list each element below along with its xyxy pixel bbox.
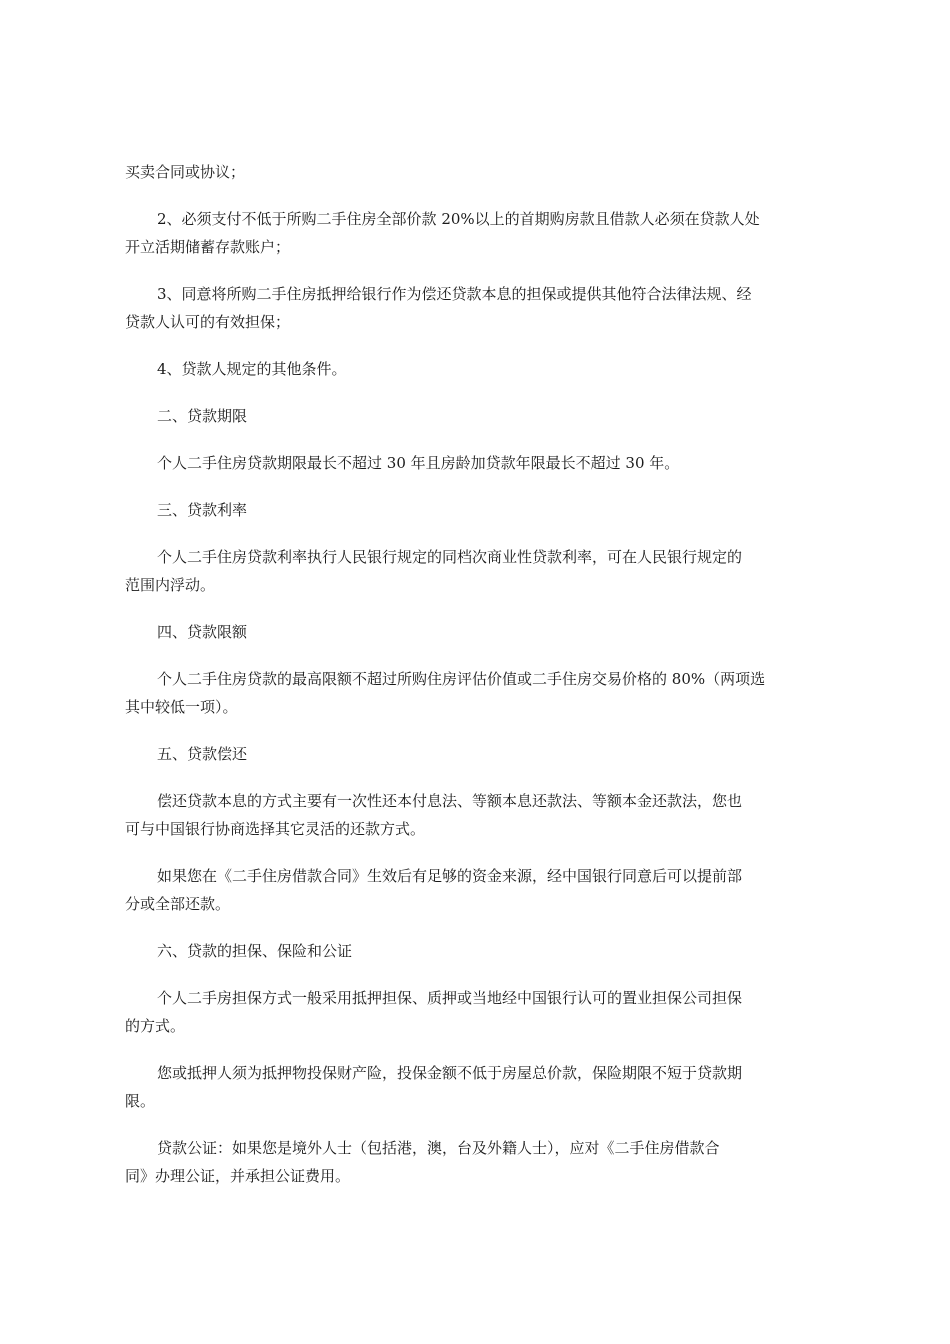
paragraph-line: 偿还贷款本息的方式主要有一次性还本付息法、等额本息还款法、等额本金还款法，您也 bbox=[157, 792, 743, 810]
paragraph-line: 个人二手住房贷款利率执行人民银行规定的同档次商业性贷款利率，可在人民银行规定的 bbox=[157, 548, 743, 566]
paragraph-line: 开立活期储蓄存款账户； bbox=[125, 238, 291, 256]
paragraph-contract-continuation bbox=[125, 158, 825, 186]
section-heading: 六、贷款的担保、保险和公证 bbox=[157, 942, 353, 960]
paragraph-loan-term bbox=[125, 449, 825, 477]
section-heading: 二、贷款期限 bbox=[157, 407, 248, 425]
paragraph-insurance bbox=[125, 1059, 825, 1115]
section-heading: 四、贷款限额 bbox=[157, 623, 248, 641]
paragraph-early-repayment bbox=[125, 862, 825, 918]
section-heading-repayment bbox=[125, 740, 825, 768]
paragraph-line: 个人二手住房贷款的最高限额不超过所购住房评估价值或二手住房交易价格的 80%（两项选 bbox=[157, 670, 766, 688]
paragraph-line: 的方式。 bbox=[125, 1017, 186, 1035]
paragraph-condition-3 bbox=[125, 280, 825, 336]
paragraph-line: 其中较低一项）。 bbox=[125, 698, 238, 716]
paragraph-interest-rate bbox=[125, 543, 825, 599]
document-page bbox=[125, 158, 825, 1209]
section-heading: 三、贷款利率 bbox=[157, 501, 248, 519]
section-heading: 五、贷款偿还 bbox=[157, 745, 248, 763]
section-heading-interest-rate bbox=[125, 496, 825, 524]
paragraph-line: 个人二手房担保方式一般采用抵押担保、质押或当地经中国银行认可的置业担保公司担保 bbox=[157, 989, 743, 1007]
paragraph-line: 范围内浮动。 bbox=[125, 576, 216, 594]
paragraph-line: 买卖合同或协议； bbox=[125, 163, 246, 181]
paragraph-line: 贷款人认可的有效担保； bbox=[125, 313, 291, 331]
section-heading-guarantee bbox=[125, 937, 825, 965]
paragraph-line: 可与中国银行协商选择其它灵活的还款方式。 bbox=[125, 820, 426, 838]
paragraph-line: 贷款公证：如果您是境外人士（包括港，澳，台及外籍人士），应对《二手住房借款合 bbox=[157, 1139, 720, 1157]
paragraph-condition-4 bbox=[125, 355, 825, 383]
paragraph-notarization bbox=[125, 1134, 825, 1190]
paragraph-line: 同》办理公证，并承担公证费用。 bbox=[125, 1167, 351, 1185]
section-heading-loan-term bbox=[125, 402, 825, 430]
paragraph-line: 限。 bbox=[125, 1092, 156, 1110]
section-heading-loan-limit bbox=[125, 618, 825, 646]
paragraph-line: 分或全部还款。 bbox=[125, 895, 231, 913]
paragraph-line: 3、同意将所购二手住房抵押给银行作为偿还贷款本息的担保或提供其他符合法律法规、经 bbox=[157, 285, 752, 303]
paragraph-guarantee-methods bbox=[125, 984, 825, 1040]
paragraph-line: 2、必须支付不低于所购二手住房全部价款 20%以上的首期购房款且借款人必须在贷款人处 bbox=[157, 210, 760, 228]
paragraph-line: 4、贷款人规定的其他条件。 bbox=[157, 360, 347, 378]
paragraph-repayment-methods bbox=[125, 787, 825, 843]
paragraph-line: 个人二手住房贷款期限最长不超过 30 年且房龄加贷款年限最长不超过 30 年。 bbox=[157, 454, 680, 472]
paragraph-line: 您或抵押人须为抵押物投保财产险，投保金额不低于房屋总价款，保险期限不短于贷款期 bbox=[157, 1064, 743, 1082]
paragraph-loan-limit bbox=[125, 665, 825, 721]
paragraph-condition-2 bbox=[125, 205, 825, 261]
paragraph-line: 如果您在《二手住房借款合同》生效后有足够的资金来源，经中国银行同意后可以提前部 bbox=[157, 867, 743, 885]
